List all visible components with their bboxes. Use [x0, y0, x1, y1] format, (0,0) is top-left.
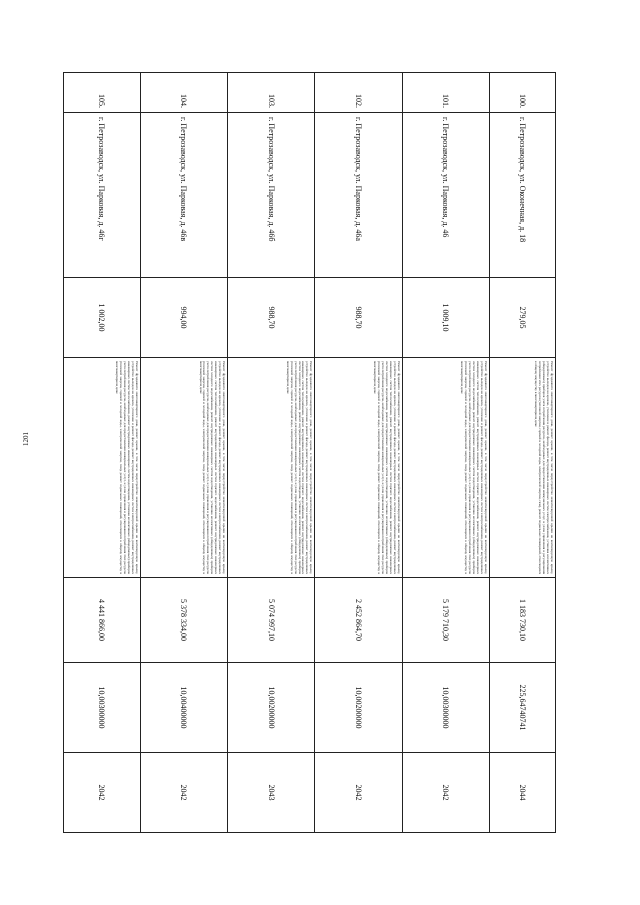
row-number: 103.: [228, 73, 315, 113]
area-cell: 279,05: [489, 278, 555, 358]
area-cell: 1 002,00: [64, 278, 141, 358]
cost-cell: 5 074 997,10: [228, 578, 315, 663]
rate-cell: 10,00400000: [140, 663, 227, 753]
table-row: [402, 73, 489, 833]
area-cell: 988,70: [228, 278, 315, 358]
cost-cell: 5 179 710,30: [402, 578, 489, 663]
year-cell: 2042: [402, 753, 489, 833]
cost-cell: 5 378 334,00: [140, 578, 227, 663]
year-cell: 2042: [315, 753, 402, 833]
row-number: 100.: [489, 73, 555, 113]
address-cell: г. Петрозаводск, ул. Парковая, д. 46г: [64, 113, 141, 278]
row-number: 104.: [140, 73, 227, 113]
table-row: [140, 73, 227, 833]
year-cell: 2042: [140, 753, 227, 833]
rate-cell: 10,00200000: [315, 663, 402, 753]
year-cell: 2044: [489, 753, 555, 833]
rate-cell: 10,00300000: [402, 663, 489, 753]
rate-cell: 10,00300000: [64, 663, 141, 753]
page-number: 1201: [22, 432, 30, 446]
rate-cell: 10,00200000: [228, 663, 315, 753]
address-cell: г. Петрозаводск, ул. Парковая, д. 46в: [140, 113, 227, 278]
address-cell: г. Петрозаводск, ул. Парковая, д. 46: [402, 113, 489, 278]
cost-cell: 4 441 866,00: [64, 578, 141, 663]
area-cell: 988,70: [315, 278, 402, 358]
area-cell: 1 009,10: [402, 278, 489, 358]
cost-cell: 1 183 730,10: [489, 578, 555, 663]
cost-cell: 2 452 864,70: [315, 578, 402, 663]
works-cell: Ремонт фундамента многоквартирного дома, ремонт крыши, в том числе переустройство невентилируемой крыши на вентилируемую крышу, устройство выходов на кровлю, утепление и ремонт фасада, ремонт внутридомовых инженерных систем электроснабжения, установка коллективных (общедомовых) приборов учета потребления ресурсов, необходимых для предоставления коммунальных услуг, и узлов управления и регулирования потребления этих ресурсов (тепловой энергии, горячей и холодной воды, электрической энергии, газа), ремонт подвальных помещений, относящихся к общему имуществу в многоквартирном доме: [489, 358, 555, 578]
rate-cell: 225,64740741: [489, 663, 555, 753]
area-cell: 994,00: [140, 278, 227, 358]
table-row: [228, 73, 315, 833]
address-cell: г. Петрозаводск, ул. Парковая, д. 46б: [228, 113, 315, 278]
rotated-table-wrapper: [63, 72, 556, 832]
table-row: [489, 73, 555, 833]
table-row: [315, 73, 402, 833]
works-cell: Ремонт фундамента многоквартирного дома, ремонт крыши, в том числе переустройство невентилируемой крыши на вентилируемую крышу, устройство выходов на кровлю, утепление и ремонт фасада, ремонт внутридомовых инженерных систем электроснабжения, ремонт внутридомовых инженерных систем теплоснабжения, ремонт внутридомовых инженерных систем горячего водоснабжения, ремонт внутридомовых инженерных систем холодного водоснабжения, ремонт внутридомовых инженерных систем водоотведения, установка коллективных (общедомовых) приборов учета потребления ресурсов, необходимых для предоставления коммунальных услуг, и узлов управления и регулирования потребления этих ресурсов (тепловой энергии, горячей и холодной воды, электрической энергии, газа), ремонт подвальных помещений, относящихся к общему имуществу в многоквартирном доме: [228, 358, 315, 578]
table-row: [64, 73, 141, 833]
works-cell: Ремонт фундамента многоквартирного дома, ремонт крыши, в том числе переустройство невентилируемой крыши на вентилируемую крышу, устройство выходов на кровлю, утепление и ремонт фасада, ремонт внутридомовых инженерных систем электроснабжения, ремонт внутридомовых инженерных систем теплоснабжения, ремонт внутридомовых инженерных систем водоотведения, установка коллективных (общедомовых) приборов учета потребления ресурсов, необходимых для предоставления коммунальных услуг, и узлов управления и регулирования потребления этих ресурсов (тепловой энергии, горячей и холодной воды, электрической энергии, газа), ремонт подвальных помещений, относящихся к общему имуществу в многоквартирном доме: [64, 358, 141, 578]
address-cell: г. Петрозаводск, ул. Оконечная, д. 18: [489, 113, 555, 278]
year-cell: 2042: [64, 753, 141, 833]
row-number: 105.: [64, 73, 141, 113]
year-cell: 2043: [228, 753, 315, 833]
row-number: 101.: [402, 73, 489, 113]
address-cell: г. Петрозаводск, ул. Парковая, д. 46а: [315, 113, 402, 278]
row-number: 102.: [315, 73, 402, 113]
works-cell: Ремонт фундамента многоквартирного дома, ремонт крыши, в том числе переустройство невентилируемой крыши на вентилируемую крышу, устройство выходов на кровлю, утепление и ремонт фасада, ремонт внутридомовых инженерных систем электроснабжения, ремонт внутридомовых инженерных систем теплоснабжения, ремонт внутридомовых инженерных систем горячего водоснабжения, ремонт внутридомовых инженерных систем холодного водоснабжения, ремонт внутридомовых инженерных систем водоотведения, установка коллективных (общедомовых) приборов учета потребления ресурсов, необходимых для предоставления коммунальных услуг, и узлов управления и регулирования потребления этих ресурсов (тепловой энергии, горячей и холодной воды, электрической энергии, газа), ремонт подвальных помещений, относящихся к общему имуществу в многоквартирном доме: [140, 358, 227, 578]
works-cell: Ремонт фундамента многоквартирного дома, ремонт крыши, в том числе переустройство невентилируемой крыши на вентилируемую крышу, устройство выходов на кровлю, утепление и ремонт фасада, ремонт внутридомовых инженерных систем электроснабжения, ремонт внутридомовых инженерных систем теплоснабжения, ремонт внутридомовых инженерных систем горячего водоснабжения, ремонт внутридомовых инженерных систем холодного водоснабжения, ремонт внутридомовых инженерных систем водоотведения, установка коллективных (общедомовых) приборов учета потребления ресурсов, необходимых для предоставления коммунальных услуг, и узлов управления и регулирования потребления этих ресурсов (тепловой энергии, горячей и холодной воды, электрической энергии, газа), ремонт подвальных помещений, относящихся к общему имуществу в многоквартирном доме: [402, 358, 489, 578]
works-cell: Ремонт фундамента многоквартирного дома, ремонт крыши, в том числе переустройство невентилируемой крыши на вентилируемую крышу, устройство выходов на кровлю, утепление и ремонт фасада, ремонт внутридомовых инженерных систем электроснабжения, ремонт внутридомовых инженерных систем теплоснабжения, ремонт внутридомовых инженерных систем горячего водоснабжения, ремонт внутридомовых инженерных систем холодного водоснабжения, ремонт внутридомовых инженерных систем водоотведения, установка коллективных (общедомовых) приборов учета потребления ресурсов, необходимых для предоставления коммунальных услуг, и узлов управления и регулирования потребления этих ресурсов (тепловой энергии, горячей и холодной воды, электрической энергии, газа), ремонт подвальных помещений, относящихся к общему имуществу в многоквартирном доме: [315, 358, 402, 578]
repair-program-table: [63, 72, 556, 833]
